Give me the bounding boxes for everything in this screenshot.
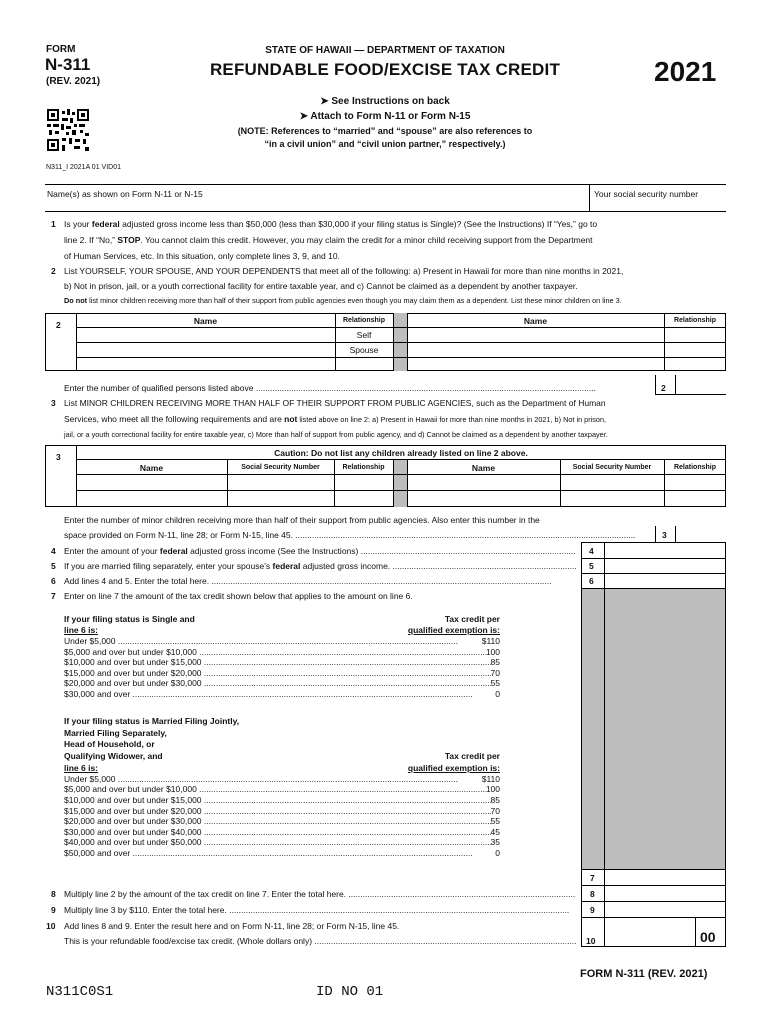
mfj-credit-head-b: qualified exemption is: [407, 762, 500, 773]
line-2-name-dependent-3[interactable] [408, 343, 663, 356]
line-2-table-label: 2 [56, 320, 61, 330]
line-3-child-relationship[interactable] [335, 475, 392, 489]
line-2-col-relationship: Relationship [342, 317, 385, 324]
line-2-text-c: Do not list minor children receiving more than half of their support from public agencies even though you may claim them as a dependent. List these minor children on line 3. [64, 296, 622, 305]
single-row: $15,000 and over but under $20,000 ..... 70 [64, 668, 500, 679]
shaded-area [581, 588, 726, 869]
line-1-text-b: line 2. If “No,” STOP. You cannot claim this credit. However, you may claim the credit for a minor child receiving support from the Department [64, 235, 593, 245]
single-row: $10,000 and over but under $15,000 ..... 85 [64, 657, 500, 668]
line-10-amount-input[interactable] [605, 918, 694, 945]
footer-form-ref: FORM N-311 (REV. 2021) [580, 968, 708, 980]
line-5-text: If you are married filing separately, enter your spouse’s federal adjusted gross income. ..... [64, 561, 576, 572]
credit-head-b: qualified exemption is: [407, 625, 500, 635]
arrow-right-icon: ➤ [299, 111, 311, 122]
line-3-child-relationship-4[interactable] [665, 491, 725, 506]
single-row: Under $5,000 ..... $110 [64, 636, 500, 647]
line-3-text-c: jail, or a youth correctional facility for entire taxable year, c) More than half of support from public agency, and d) Cannot be claimed as a dependent by another taxpayer. [64, 430, 608, 439]
line-4-box-label: 4 [589, 546, 594, 556]
mfj-row: $10,000 and over but under $15,000 ..... 85 [64, 795, 500, 806]
mfj-row: $40,000 and over but under $50,000 ..... 35 [64, 837, 500, 848]
line-10-cents: 00 [700, 929, 716, 945]
single-row: $20,000 and over but under $30,000 ..... 55 [64, 678, 500, 689]
footer-code: N311C0S1 [46, 984, 114, 1000]
line-2-name-dependent-2[interactable] [408, 328, 663, 341]
mfj-credit-table [64, 716, 500, 859]
line-9-text: Multiply line 3 by $110. Enter the total here. ..... [64, 905, 576, 916]
line-3-col-ssn: Social Security Number [241, 464, 320, 471]
form-revision: (REV. 2021) [46, 76, 101, 87]
mfj-row: $5,000 and over but under $10,000 ..... 100 [64, 784, 500, 795]
form-id-code: N311_I 2021A 01 VID01 [46, 164, 121, 171]
line-3-child-name-4[interactable] [408, 491, 559, 506]
mfj-row: $50,000 and over ..... 0 [64, 848, 500, 859]
line-2-text-a: List YOURSELF, YOUR SPOUSE, AND YOUR DEPENDENTS that meet all of the following: a) Present in Hawaii for more than nine months in 2021, [64, 266, 624, 276]
line-3-text-b: Services, who meet all the following requirements and are not listed above on line 2: a) Present in Hawaii for more than nine months in 2021, b) Not in prison, [64, 414, 607, 424]
line-2-count-input[interactable] [676, 378, 726, 393]
qr-code-icon [47, 109, 89, 151]
line-7-amount-input[interactable] [605, 870, 725, 884]
single-head-a: If your filing status is Single and [64, 614, 195, 624]
line-3-enter-b: space provided on Form N-11, line 28; or Form N-15, line 45. ..... [64, 530, 648, 541]
single-row: $5,000 and over but under $10,000 ..... 100 [64, 647, 500, 658]
line-9-box-label: 9 [590, 905, 595, 915]
line-3-col-name: Name [139, 463, 164, 473]
line-2-name-self[interactable] [77, 328, 334, 341]
single-head-b: line 6 is: [64, 625, 99, 635]
line-1-number: 1 [51, 219, 56, 229]
line-6-number: 6 [51, 576, 56, 586]
ssn-label: Your social security number [594, 189, 699, 199]
relationship-spouse: Spouse [349, 345, 379, 355]
line-3-count-input[interactable] [676, 527, 726, 541]
form-number: N-311 [45, 55, 91, 74]
line-9-amount-input[interactable] [605, 902, 725, 916]
mfj-row: $30,000 and over but under $40,000 ..... 45 [64, 827, 500, 838]
table-divider-shaded [393, 459, 407, 507]
line-3-text-a: List MINOR CHILDREN RECEIVING MORE THAN HALF OF THEIR SUPPORT FROM PUBLIC AGENCIES, such as the Department of Human [64, 398, 606, 408]
line-1-text-a: Is your federal adjusted gross income less than $50,000 (less than $30,000 if your filing status is Single)? (See the Instructions) If “Yes,” go to [64, 219, 598, 229]
line-3-child-name-3[interactable] [77, 491, 226, 506]
line-4-amount-input[interactable] [605, 543, 725, 557]
civil-union-note-1: (NOTE: References to “married” and “spouse” are also references to [237, 126, 533, 136]
tax-year: 2021 [654, 56, 717, 87]
line-2-text-b: b) Not in prison, jail, or a youth correctional facility for entire taxable year, and c) Cannot be claimed as a dependent by another taxpayer. [64, 281, 578, 291]
line-3-box-label: 3 [662, 530, 667, 540]
line-3-col-relationship: Relationship [342, 464, 385, 471]
name-input[interactable] [47, 199, 585, 210]
line-3-enter-a: Enter the number of minor children receiving more than half of their support from public agencies. Also enter this number in the [64, 515, 540, 525]
line-10-box-label: 10 [586, 936, 596, 946]
line-3-col-relationship-2: Relationship [673, 464, 716, 471]
line-7-box-label: 7 [590, 873, 595, 883]
line-6-box-label: 6 [589, 576, 594, 586]
line-2-col-name-2: Name [523, 316, 548, 326]
line-3-child-ssn-4[interactable] [561, 491, 663, 506]
line-3-child-ssn-3[interactable] [228, 491, 333, 506]
line-10-text-b: This is your refundable food/excise tax credit. (Whole dollars only) ..... [64, 936, 576, 947]
line-8-text: Multiply line 2 by the amount of the tax credit on line 7. Enter the total here. ..... [64, 889, 576, 900]
line-10-number: 10 [46, 921, 56, 931]
ssn-input[interactable] [592, 199, 724, 210]
line-4-number: 4 [51, 546, 56, 556]
line-3-col-name-2: Name [471, 463, 496, 473]
single-row: $30,000 and over ..... 0 [64, 689, 500, 700]
line-5-number: 5 [51, 561, 56, 571]
form-title: REFUNDABLE FOOD/EXCISE TAX CREDIT [209, 60, 561, 79]
line-2-enter-count: Enter the number of qualified persons listed above ..... [64, 383, 648, 394]
line-3-child-ssn[interactable] [228, 475, 333, 489]
line-3-child-relationship-3[interactable] [335, 491, 392, 506]
line-3-child-ssn-2[interactable] [561, 475, 663, 489]
arrow-right-icon: ➤ [320, 96, 332, 107]
line-2-number: 2 [51, 266, 56, 276]
line-3-col-ssn-2: Social Security Number [572, 464, 652, 471]
line-1-text-c: of Human Services, etc. In this situation, only complete lines 3, 9, and 10. [64, 251, 340, 261]
line-8-number: 8 [51, 889, 56, 899]
line-10-text-a: Add lines 8 and 9. Enter the result here and on Form N-11, line 28; or Form N-15, line 45. [64, 921, 400, 931]
line-2-box-label: 2 [661, 383, 666, 393]
mfj-row: $20,000 and over but under $30,000 ..... 55 [64, 816, 500, 827]
line-3-number: 3 [51, 398, 56, 408]
line-2-col-name: Name [193, 316, 218, 326]
line-3-child-name[interactable] [77, 475, 226, 489]
mfj-head-2: Married Filing Separately, [64, 727, 167, 738]
footer-id: ID NO 01 [316, 984, 384, 1000]
mfj-head-1: If your filing status is Married Filing Jointly, [64, 716, 240, 726]
line-3-child-relationship-2[interactable] [665, 475, 725, 489]
line-6-amount-input[interactable] [605, 574, 725, 587]
line-5-amount-input[interactable] [605, 559, 725, 572]
form-label: FORM [46, 44, 76, 55]
line-8-box-label: 8 [590, 889, 595, 899]
line-2-col-relationship-2: Relationship [673, 317, 716, 324]
civil-union-note-2: “in a civil union” and “civil union partner,” respectively.) [264, 139, 506, 149]
mfj-row: $15,000 and over but under $20,000 ..... 70 [64, 806, 500, 817]
line-3-table-label: 3 [56, 452, 61, 462]
line-7-number: 7 [51, 591, 56, 601]
mfj-head-4: Qualifying Widower, and [64, 751, 163, 762]
line-4-text: Enter the amount of your federal adjusted gross income (See the Instructions) ..... [64, 546, 576, 557]
mfj-row: Under $5,000 ..... $110 [64, 774, 500, 785]
line-2-name-spouse[interactable] [77, 343, 334, 356]
line-6-text: Add lines 4 and 5. Enter the total here. ..... [64, 576, 576, 587]
line-5-box-label: 5 [589, 561, 594, 571]
line-8-amount-input[interactable] [605, 886, 725, 900]
agency-name: STATE OF HAWAII — DEPARTMENT OF TAXATION [265, 45, 505, 56]
instruction-see-back: ➤ See Instructions on back [320, 96, 450, 107]
mfj-credit-head-a: Tax credit per [444, 751, 500, 762]
line-7-text: Enter on line 7 the amount of the tax credit shown below that applies to the amount on line 6. [64, 591, 413, 601]
credit-head-a: Tax credit per [444, 614, 500, 624]
name-label: Name(s) as shown on Form N-11 or N-15 [47, 189, 203, 199]
line-3-caution: Caution: Do not list any children already listed on line 2 above. [274, 448, 528, 458]
relationship-self: Self [356, 330, 372, 340]
instruction-attach: ➤ Attach to Form N-11 or Form N-15 [299, 111, 471, 122]
line-2-name-dependent-4[interactable] [408, 358, 663, 370]
line-3-child-name-2[interactable] [408, 475, 559, 489]
line-9-number: 9 [51, 905, 56, 915]
mfj-head-3: Head of Household, or [64, 739, 155, 750]
single-credit-table [64, 614, 500, 700]
line-2-name-dependent[interactable] [77, 358, 334, 370]
mfj-head-last: line 6 is: [64, 762, 99, 773]
